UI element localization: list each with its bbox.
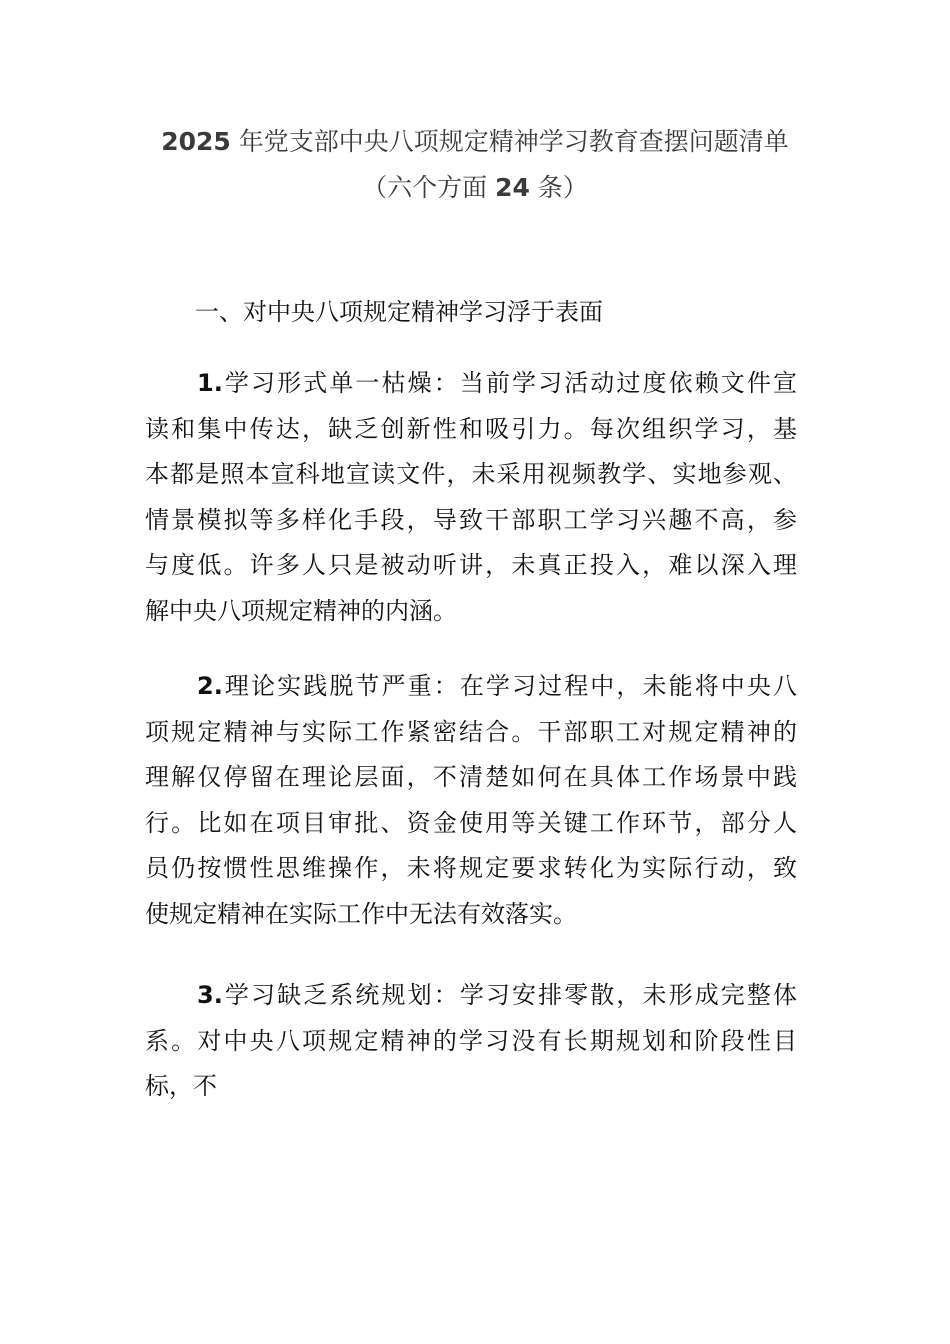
paragraph-line	[145, 361, 797, 407]
line-text: 理论实践脱节严重：在学习过程中，未能将中央八	[222, 672, 797, 700]
paragraph-line: 使规定精神在实际工作中无法有效落实。	[145, 899, 577, 928]
paragraph-line	[145, 664, 797, 710]
paragraph-line: 项规定精神与实际工作紧密结合。干部职工对规定精神的	[145, 717, 797, 746]
paragraph-line: 解中央八项规定精神的内涵。	[145, 596, 457, 625]
document-title	[0, 122, 950, 158]
paragraph-2	[145, 664, 797, 937]
paragraph-line: 本都是照本宣科地宣读文件，未采用视频教学、实地参观、	[145, 460, 797, 488]
section-heading: 一、对中央八项规定精神学习浮于表面	[195, 298, 603, 326]
paragraph-line: 员仍按惯性思维操作，未将规定要求转化为实际行动，致	[145, 854, 797, 882]
line-text: 学习形式单一枯燥：当前学习活动过度依赖文件宣	[222, 369, 797, 397]
paragraph-line: 情景模拟等多样化手段，导致干部职工学习兴趣不高，参	[145, 505, 797, 534]
line-text: 学习缺乏系统规划：学习安排零散，未形成完整体	[222, 981, 797, 1009]
subtitle-count: 24	[495, 173, 530, 202]
paragraph-1	[145, 361, 797, 634]
document-subtitle	[0, 168, 950, 204]
subtitle-pre: （六个方面	[362, 173, 488, 202]
paragraph-line: 系。对中央八项规定精神的学习没有长期规划和阶段性目	[145, 1026, 797, 1055]
paragraph-line: 行。比如在项目审批、资金使用等关键工作环节，部分人	[145, 808, 797, 837]
paragraph-line: 读和集中传达，缺乏创新性和吸引力。每次组织学习，基	[145, 414, 797, 443]
item-number: 3.	[197, 981, 223, 1009]
paragraph-line	[145, 973, 797, 1019]
paragraph-3	[145, 973, 797, 1110]
paragraph-line: 标，不	[145, 1072, 217, 1100]
item-number: 1.	[197, 369, 223, 397]
item-number: 2.	[197, 672, 223, 700]
paragraph-line: 与度低。许多人只是被动听讲，未真正投入，难以深入理	[145, 551, 797, 579]
title-year: 2025	[161, 127, 231, 156]
paragraph-line: 理解仅停留在理论层面，不清楚如何在具体工作场景中践	[145, 763, 797, 791]
title-text: 年党支部中央八项规定精神学习教育查摆问题清单	[238, 127, 789, 156]
subtitle-post: 条）	[537, 173, 588, 202]
